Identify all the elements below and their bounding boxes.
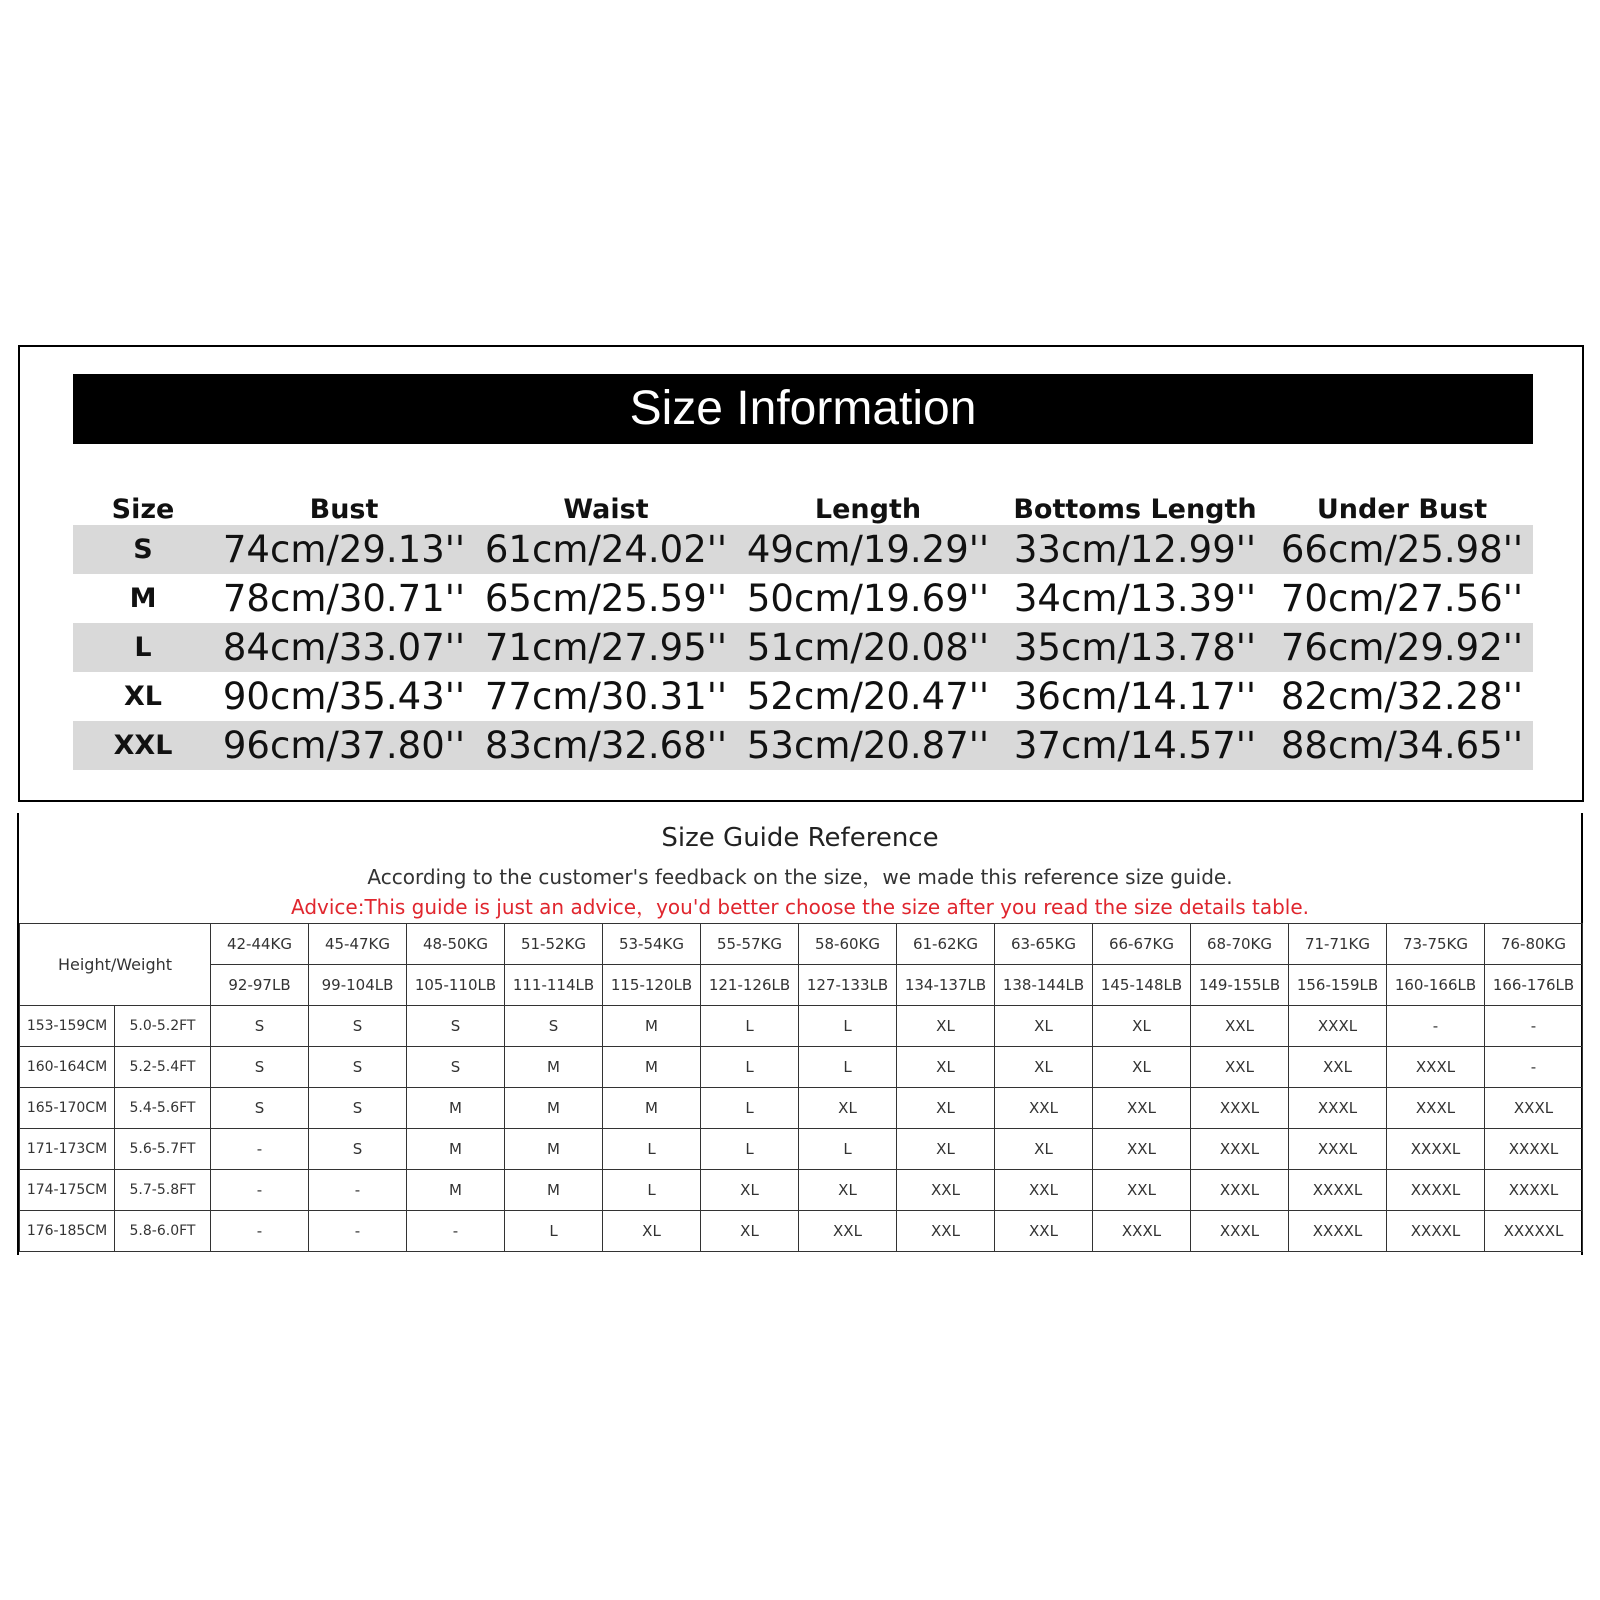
recommended-size-cell: XXL [1191,1006,1289,1047]
size-row [73,672,1533,721]
recommended-size-cell: XL [603,1211,701,1252]
waist-cell: 77cm/30.31'' [484,675,728,718]
recommended-size-cell: L [799,1006,897,1047]
recommended-size-cell: XXXL [1191,1211,1289,1252]
weight-kg-cell: 66-67KG [1093,924,1191,965]
recommended-size-cell: L [701,1088,799,1129]
weight-kg-cell: 53-54KG [603,924,701,965]
weight-lb-row [20,965,1583,1006]
recommended-size-cell: S [211,1006,309,1047]
recommended-size-cell: XL [799,1170,897,1211]
recommended-size-cell: - [309,1170,407,1211]
size-guide-description: According to the customer's feedback on the size，we made this reference size guide. [367,865,1233,889]
recommended-size-cell: M [603,1047,701,1088]
waist-cell: 61cm/24.02'' [475,525,737,574]
recommended-size-cell: L [799,1129,897,1170]
header-under-bust: Under Bust [1316,494,1488,525]
recommended-size-cell: - [407,1211,505,1252]
size-cell: XL [123,681,163,712]
recommended-size-cell: L [701,1006,799,1047]
recommended-size-cell: S [309,1006,407,1047]
recommended-size-cell: XXXL [1387,1047,1485,1088]
size-guide-panel [17,813,1583,1255]
recommended-size-cell: S [505,1006,603,1047]
recommended-size-cell: XXL [995,1088,1093,1129]
recommended-size-cell: S [309,1047,407,1088]
height-ft-cell: 5.0-5.2FT [115,1006,211,1047]
recommended-size-cell: XXL [897,1170,995,1211]
header-bust: Bust [309,494,379,525]
header-bottoms-length: Bottoms Length [1013,494,1257,525]
height-row [20,1129,1583,1170]
recommended-size-cell: - [1485,1006,1583,1047]
recommended-size-cell: M [505,1129,603,1170]
height-ft-cell: 5.6-5.7FT [115,1129,211,1170]
recommended-size-cell: XL [799,1088,897,1129]
recommended-size-cell: XXL [897,1211,995,1252]
length-cell: 52cm/20.47'' [746,675,990,718]
weight-lb-cell: 166-176LB [1485,965,1583,1006]
recommended-size-cell: XXL [799,1211,897,1252]
recommended-size-cell: - [211,1129,309,1170]
height-row [20,1088,1583,1129]
bust-cell: 90cm/35.43'' [222,675,466,718]
weight-lb-cell: 99-104LB [309,965,407,1006]
recommended-size-cell: XXL [1289,1047,1387,1088]
recommended-size-cell: M [603,1006,701,1047]
recommended-size-cell: XXL [1093,1170,1191,1211]
waist-cell: 83cm/32.68'' [475,721,737,770]
recommended-size-cell: XL [897,1006,995,1047]
recommended-size-cell: S [211,1047,309,1088]
recommended-size-cell: L [701,1047,799,1088]
height-cm-cell: 153-159CM [20,1006,115,1047]
weight-lb-cell: 105-110LB [407,965,505,1006]
recommended-size-cell: S [309,1129,407,1170]
recommended-size-cell: XL [897,1088,995,1129]
size-information-table [73,487,1533,770]
recommended-size-cell: S [407,1047,505,1088]
recommended-size-cell: XXXXL [1387,1129,1485,1170]
header-size: Size [111,494,175,525]
height-weight-label: Height/Weight [20,924,211,1006]
recommended-size-cell: L [505,1211,603,1252]
height-ft-cell: 5.4-5.6FT [115,1088,211,1129]
size-cell: L [73,623,213,672]
weight-lb-cell: 111-114LB [505,965,603,1006]
recommended-size-cell: XL [1093,1006,1191,1047]
recommended-size-cell: XL [897,1129,995,1170]
size-row [73,721,1533,770]
under-bust-cell: 82cm/32.28'' [1280,675,1524,718]
recommended-size-cell: XXXXL [1289,1211,1387,1252]
recommended-size-cell: XL [701,1211,799,1252]
weight-kg-cell: 76-80KG [1485,924,1583,965]
height-ft-cell: 5.7-5.8FT [115,1170,211,1211]
height-cm-cell: 176-185CM [20,1211,115,1252]
waist-cell: 65cm/25.59'' [484,577,728,620]
size-information-header-row [73,487,1533,525]
recommended-size-cell: L [701,1129,799,1170]
size-guide-title: Size Guide Reference [661,823,939,853]
under-bust-cell: 66cm/25.98'' [1271,525,1533,574]
size-cell: M [129,583,157,614]
header-waist: Waist [563,494,649,525]
bottoms-length-cell: 35cm/13.78'' [999,623,1271,672]
recommended-size-cell: XL [995,1047,1093,1088]
height-cm-cell: 165-170CM [20,1088,115,1129]
height-cm-cell: 160-164CM [20,1047,115,1088]
recommended-size-cell: M [407,1129,505,1170]
recommended-size-cell: XXL [1093,1088,1191,1129]
size-row [73,574,1533,623]
recommended-size-cell: XXXXL [1387,1211,1485,1252]
recommended-size-cell: S [211,1088,309,1129]
recommended-size-cell: L [799,1047,897,1088]
recommended-size-cell: XXXL [1387,1088,1485,1129]
weight-kg-cell: 73-75KG [1387,924,1485,965]
bust-cell: 74cm/29.13'' [213,525,475,574]
recommended-size-cell: XXXL [1093,1211,1191,1252]
size-information-title: Size Information [73,374,1533,444]
weight-lb-cell: 121-126LB [701,965,799,1006]
recommended-size-cell: XXL [995,1211,1093,1252]
waist-cell: 71cm/27.95'' [475,623,737,672]
height-row [20,1006,1583,1047]
recommended-size-cell: XXXL [1191,1129,1289,1170]
weight-kg-cell: 48-50KG [407,924,505,965]
recommended-size-cell: XXL [995,1170,1093,1211]
recommended-size-cell: - [1387,1006,1485,1047]
weight-lb-cell: 160-166LB [1387,965,1485,1006]
weight-lb-cell: 127-133LB [799,965,897,1006]
weight-kg-row [20,924,1583,965]
bust-cell: 78cm/30.71'' [222,577,466,620]
height-cm-cell: 174-175CM [20,1170,115,1211]
recommended-size-cell: - [211,1170,309,1211]
length-cell: 53cm/20.87'' [737,721,999,770]
recommended-size-cell: XXL [1191,1047,1289,1088]
recommended-size-cell: M [407,1088,505,1129]
length-cell: 49cm/19.29'' [737,525,999,574]
recommended-size-cell: XXXL [1191,1088,1289,1129]
bust-cell: 96cm/37.80'' [213,721,475,770]
size-cell: S [73,525,213,574]
recommended-size-cell: S [407,1006,505,1047]
recommended-size-cell: XXL [1093,1129,1191,1170]
size-row [73,623,1533,672]
weight-kg-cell: 71-71KG [1289,924,1387,965]
recommended-size-cell: XL [1093,1047,1191,1088]
recommended-size-cell: XXXL [1485,1088,1583,1129]
bust-cell: 84cm/33.07'' [213,623,475,672]
size-information-panel [18,345,1584,802]
under-bust-cell: 70cm/27.56'' [1280,577,1524,620]
weight-kg-cell: 68-70KG [1191,924,1289,965]
recommended-size-cell: L [603,1170,701,1211]
weight-lb-cell: 134-137LB [897,965,995,1006]
recommended-size-cell: XL [701,1170,799,1211]
recommended-size-cell: XXXXL [1485,1129,1583,1170]
recommended-size-cell: XXXL [1289,1006,1387,1047]
bottoms-length-cell: 37cm/14.57'' [999,721,1271,770]
header-length: Length [814,494,922,525]
height-row [20,1211,1583,1252]
height-row [20,1170,1583,1211]
recommended-size-cell: XXXXL [1289,1170,1387,1211]
weight-kg-cell: 51-52KG [505,924,603,965]
recommended-size-cell: XXXXL [1387,1170,1485,1211]
bottoms-length-cell: 34cm/13.39'' [1013,577,1257,620]
under-bust-cell: 88cm/34.65'' [1271,721,1533,770]
recommended-size-cell: S [309,1088,407,1129]
height-ft-cell: 5.8-6.0FT [115,1211,211,1252]
size-cell: XXL [73,721,213,770]
length-cell: 50cm/19.69'' [746,577,990,620]
recommended-size-cell: XL [995,1129,1093,1170]
recommended-size-cell: - [1485,1047,1583,1088]
weight-kg-cell: 45-47KG [309,924,407,965]
weight-lb-cell: 138-144LB [995,965,1093,1006]
recommended-size-cell: - [309,1211,407,1252]
recommended-size-cell: XXXL [1289,1088,1387,1129]
length-cell: 51cm/20.08'' [737,623,999,672]
under-bust-cell: 76cm/29.92'' [1271,623,1533,672]
size-guide-advice: Advice:This guide is just an advice，you'd better choose the size after you read the size details table. [291,895,1309,919]
recommended-size-cell: XXXXL [1485,1170,1583,1211]
weight-lb-cell: 115-120LB [603,965,701,1006]
weight-lb-cell: 145-148LB [1093,965,1191,1006]
height-ft-cell: 5.2-5.4FT [115,1047,211,1088]
recommended-size-cell: M [505,1047,603,1088]
recommended-size-cell: XXXXXL [1485,1211,1583,1252]
recommended-size-cell: L [603,1129,701,1170]
size-row [73,525,1533,574]
weight-kg-cell: 61-62KG [897,924,995,965]
recommended-size-cell: M [407,1170,505,1211]
weight-kg-cell: 42-44KG [211,924,309,965]
bottoms-length-cell: 36cm/14.17'' [1013,675,1257,718]
height-cm-cell: 171-173CM [20,1129,115,1170]
weight-lb-cell: 156-159LB [1289,965,1387,1006]
bottoms-length-cell: 33cm/12.99'' [999,525,1271,574]
weight-kg-cell: 63-65KG [995,924,1093,965]
recommended-size-cell: XL [995,1006,1093,1047]
height-row [20,1047,1583,1088]
recommended-size-cell: M [505,1170,603,1211]
recommended-size-cell: XXXL [1289,1129,1387,1170]
size-guide-table [19,923,1583,1252]
weight-lb-cell: 149-155LB [1191,965,1289,1006]
recommended-size-cell: XL [897,1047,995,1088]
weight-kg-cell: 55-57KG [701,924,799,965]
weight-kg-cell: 58-60KG [799,924,897,965]
recommended-size-cell: M [505,1088,603,1129]
recommended-size-cell: M [603,1088,701,1129]
recommended-size-cell: - [211,1211,309,1252]
weight-lb-cell: 92-97LB [211,965,309,1006]
recommended-size-cell: XXXL [1191,1170,1289,1211]
